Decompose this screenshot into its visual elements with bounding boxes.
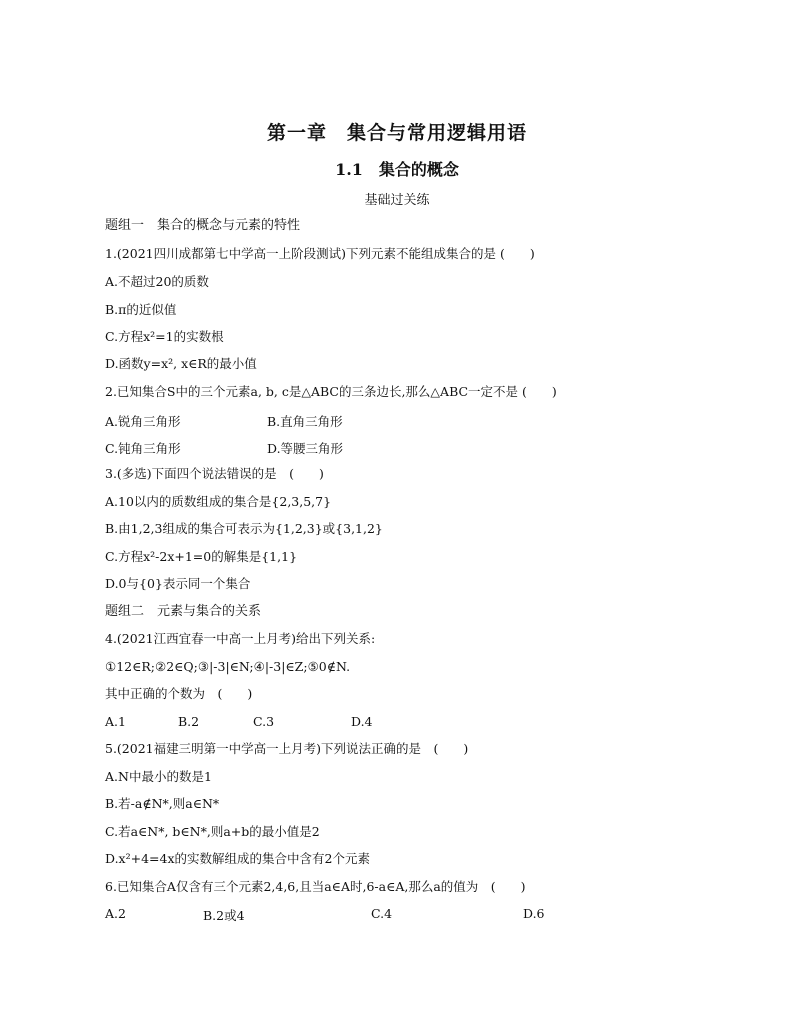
question-2-option-c: C.钝角三角形 [105, 441, 181, 456]
question-3-option-a: A.10以内的质数组成的集合是{2,3,5,7} [105, 494, 332, 509]
question-5-option-b: B.若-a∉N*,则a∈N* [105, 796, 220, 811]
question-3-option-b: B.由1,2,3组成的集合可表示为{1,2,3}或{3,1,2} [105, 521, 383, 536]
question-3-option-d: D.0与{0}表示同一个集合 [105, 576, 251, 591]
question-1-option-b: B.π的近似值 [105, 302, 177, 317]
question-6-stem: 6.已知集合A仅含有三个元素2,4,6,且当a∈A时,6-a∈A,那么a的值为 ( ) [105, 879, 526, 894]
question-5-option-d: D.x²+4=4x的实数解组成的集合中含有2个元素 [105, 851, 370, 866]
question-4-stem: 4.(2021江西宜春一中高一上月考)给出下列关系: [105, 631, 376, 646]
chapter-title: 第一章 集合与常用逻辑用语 [266, 122, 527, 144]
question-2-option-a: A.锐角三角形 [105, 414, 181, 429]
question-1-option-d: D.函数y=x², x∈R的最小值 [105, 356, 257, 371]
group-heading-2: 题组二 元素与集合的关系 [105, 604, 262, 619]
question-2-option-d: D.等腰三角形 [267, 441, 344, 456]
question-6-option-d: D.6 [523, 906, 545, 921]
question-3-option-c: C.方程x²-2x+1=0的解集是{1,1} [105, 549, 298, 564]
question-4-option-d: D.4 [351, 714, 373, 729]
question-1-stem: 1.(2021四川成都第七中学高一上阶段测试)下列元素不能组成集合的是 ( ) [105, 246, 535, 261]
question-1-option-a: A.不超过20的质数 [105, 274, 209, 289]
question-6-option-a: A.2 [105, 906, 126, 921]
question-6-options [105, 906, 585, 922]
question-5-option-c: C.若a∈N*, b∈N*,则a+b的最小值是2 [105, 824, 320, 839]
question-1-option-c: C.方程x²=1的实数根 [105, 329, 224, 344]
section-title: 1.1 集合的概念 [335, 160, 459, 179]
question-5-option-a: A.N中最小的数是1 [105, 769, 212, 784]
question-6-option-c: C.4 [371, 906, 393, 921]
group-heading-1: 题组一 集合的概念与元素的特性 [105, 218, 301, 233]
question-2-options-row-2 [105, 439, 505, 455]
question-2-option-b: B.直角三角形 [267, 414, 343, 429]
question-6-option-b: B.2或4 [203, 908, 245, 923]
question-4-relations: ①12∈R;②2∈Q;③|-3|∈N;④|-3|∈Z;⑤0∉N. [105, 659, 351, 674]
question-4-ask: 其中正确的个数为 ( ) [105, 686, 253, 701]
question-4-option-c: C.3 [253, 714, 275, 729]
question-3-stem: 3.(多选)下面四个说法错误的是 ( ) [105, 466, 324, 481]
section-subtitle: 基础过关练 [364, 193, 430, 208]
question-5-stem: 5.(2021福建三明第一中学高一上月考)下列说法正确的是 ( ) [105, 741, 469, 756]
question-4-option-b: B.2 [178, 714, 200, 729]
question-4-options [105, 714, 405, 730]
question-2-stem: 2.已知集合S中的三个元素a, b, c是△ABC的三条边长,那么△ABC一定不是 ( ) [105, 384, 557, 399]
question-2-options-row-1 [105, 412, 505, 428]
question-4-option-a: A.1 [105, 714, 126, 729]
